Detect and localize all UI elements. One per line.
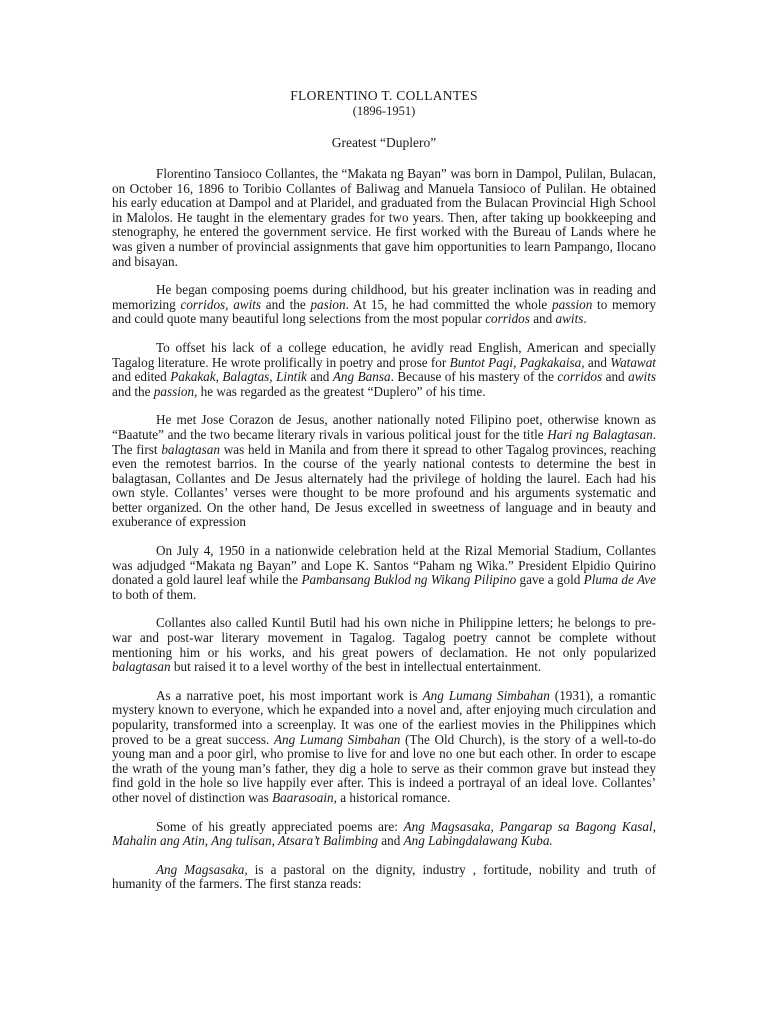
text-run: . At 15, he had committed the whole	[345, 296, 552, 312]
italic-text: Hari ng Balagtasan	[547, 426, 653, 442]
paragraph	[112, 544, 656, 602]
italic-text: Ang Magsasaka, Pangarap sa Bagong Kasal, Mahalin ang Atin, Ang tulisan, Atsara’t Balimbing	[112, 818, 656, 849]
paragraph	[112, 820, 656, 849]
italic-text: Ang Lumang Simbahan	[273, 731, 401, 747]
paragraph	[112, 413, 656, 530]
document-years: (1896-1951)	[352, 104, 416, 118]
text-run: Some of his greatly appreciated poems are:	[156, 818, 404, 834]
italic-text: passion	[552, 296, 593, 312]
italic-text: Ang Lumang Simbahan	[422, 687, 550, 703]
text-run: . The first	[112, 426, 656, 457]
text-run: but raised it to a level worthy of the best in intellectual entertainment.	[170, 659, 542, 675]
italic-text: corridos	[485, 311, 530, 327]
italic-text: Ang Bansa	[332, 369, 391, 385]
italic-text: Buntot Pagi, Pagkakaisa,	[449, 354, 585, 370]
text-run: and edited	[112, 369, 171, 385]
paragraph	[112, 689, 656, 806]
text-run: (The Old Church), is the story of a well-to-do young man and a poor girl, who promise to live for and love no one but each other. In order to escape the wrath of the young man’s father, they dig a hole to serve as their common grave but instead they find gold in the hole so live happily ever after. This is indeed a portrayal of an ideal love. Collantes’ other novel of distinction was	[112, 731, 656, 805]
italic-text: Baarasoain	[272, 789, 334, 805]
text-run: .	[583, 311, 587, 327]
text-run: , he was regarded as the greatest “Duplero” of his time.	[194, 383, 486, 399]
document-title: FLORENTINO T. COLLANTES	[290, 88, 478, 103]
text-run: gave a gold	[516, 572, 584, 588]
paragraph	[112, 863, 656, 892]
italic-text: balagtasan	[161, 441, 220, 457]
paragraph	[112, 341, 656, 399]
italic-text: Ang Magsasaka,	[156, 861, 248, 877]
italic-text: Pambansang Buklod ng Wikang Pilipino	[301, 572, 517, 588]
italic-text: balagtasan	[112, 659, 171, 675]
text-run: is a pastoral on the dignity, industry , fortitude, nobility and truth of humanity of the farmers. The first stanza reads:	[112, 861, 656, 892]
text-run: Florentino Tansioco Collantes, the “Makata ng Bayan” was born in Dampol, Pulilan, Bulacan, on October 16, 1896 to Toribio Collantes of Baliwag and Manuela Tansioco of Pulilan. He obtained his early education at Dampol and at Plaridel, and graduated from the Bulacan Provincial High School in Malolos. He taught in the elementary grades for two years. Then, after taking up bookkeeping and stenography, he entered the government service. He first worked with the Bureau of Lands where he was given a number of provincial assignments that gave him opportunities to learn Pampango, Ilocano and bisayan.	[112, 166, 656, 269]
italic-text: pasion	[310, 296, 346, 312]
document-body	[112, 167, 656, 892]
text-run: To offset his lack of a college education, he avidly read English, American and specially Tagalog literature. He wrote prolifically in poetry and prose for	[112, 339, 656, 370]
italic-text: Pakakak, Balagtas, Lintik	[170, 369, 307, 385]
text-run: . Because of his mastery of the	[390, 369, 558, 385]
text-run: and	[602, 369, 629, 385]
italic-text: Pluma de Ave	[583, 572, 656, 588]
document-subtitle: Greatest “Duplero”	[331, 135, 437, 150]
paragraph	[112, 167, 656, 269]
italic-text: corridos, awits	[180, 296, 262, 312]
text-run: Collantes also called Kuntil Butil had his own niche in Philippine letters; he belongs to pre-war and post-war literary movement in Tagalog. Tagalog poetry cannot be complete without mentioning him or his works, and his great powers of declamation. He not only popularized	[112, 615, 656, 660]
text-run: , a historical romance.	[333, 789, 451, 805]
paragraph	[112, 616, 656, 674]
text-run: to both of them.	[112, 586, 197, 602]
text-run: On July 4, 1950 in a nationwide celebration held at the Rizal Memorial Stadium, Collantes was adjudged “Makata ng Bayan” and Lope K. Santos “Paham ng Wika.” President Elpidio Quirino donated a gold laurel leaf while the	[112, 543, 656, 588]
italic-text: corridos	[557, 369, 603, 385]
text-run: and the	[112, 383, 154, 399]
paragraph	[112, 283, 656, 327]
italic-text: awits	[628, 369, 656, 385]
text-run: and	[306, 369, 333, 385]
italic-text: passion	[153, 383, 195, 399]
text-run: He met Jose Corazon de Jesus, another nationally noted Filipino poet, otherwise known as “Baatute” and the two became literary rivals in various political joust for the title	[112, 412, 656, 442]
text-run: and	[529, 311, 556, 327]
text-run: and	[584, 354, 611, 370]
text-run: was held in Manila and from there it spread to other Tagalog provinces, reaching even the remotest barrios. In the course of the yearly national contests to determine the best in balagtasan, Collantes and De Jesus alternately had the privilege of holding the laurel. Each had his own style. Collantes’ verses were thought to be more profound and his arguments systematic and better organized. On the other hand, De Jesus excelled in sweetness of language and in beauty and exuberance of expression	[112, 441, 656, 530]
italic-text: Ang Labingdalawang Kuba.	[403, 833, 553, 849]
text-run: He began composing poems during childhood, but his greater inclination was in reading and memorizing	[112, 282, 656, 312]
text-run: and the	[261, 296, 311, 312]
italic-text: awits	[555, 311, 584, 327]
text-run: As a narrative poet, his most important work is	[156, 687, 423, 703]
italic-text: Watawat	[610, 354, 656, 370]
text-run: to memory and could quote many beautiful long selections from the most popular	[112, 296, 656, 327]
text-run: and	[377, 833, 404, 849]
text-run: (1931), a romantic mystery known to everyone, which he expanded into a novel and, after enjoying much circulation and popularity, transformed into a screenplay. It was one of the earliest movies in the Philippines which proved to be a great success.	[112, 687, 656, 747]
